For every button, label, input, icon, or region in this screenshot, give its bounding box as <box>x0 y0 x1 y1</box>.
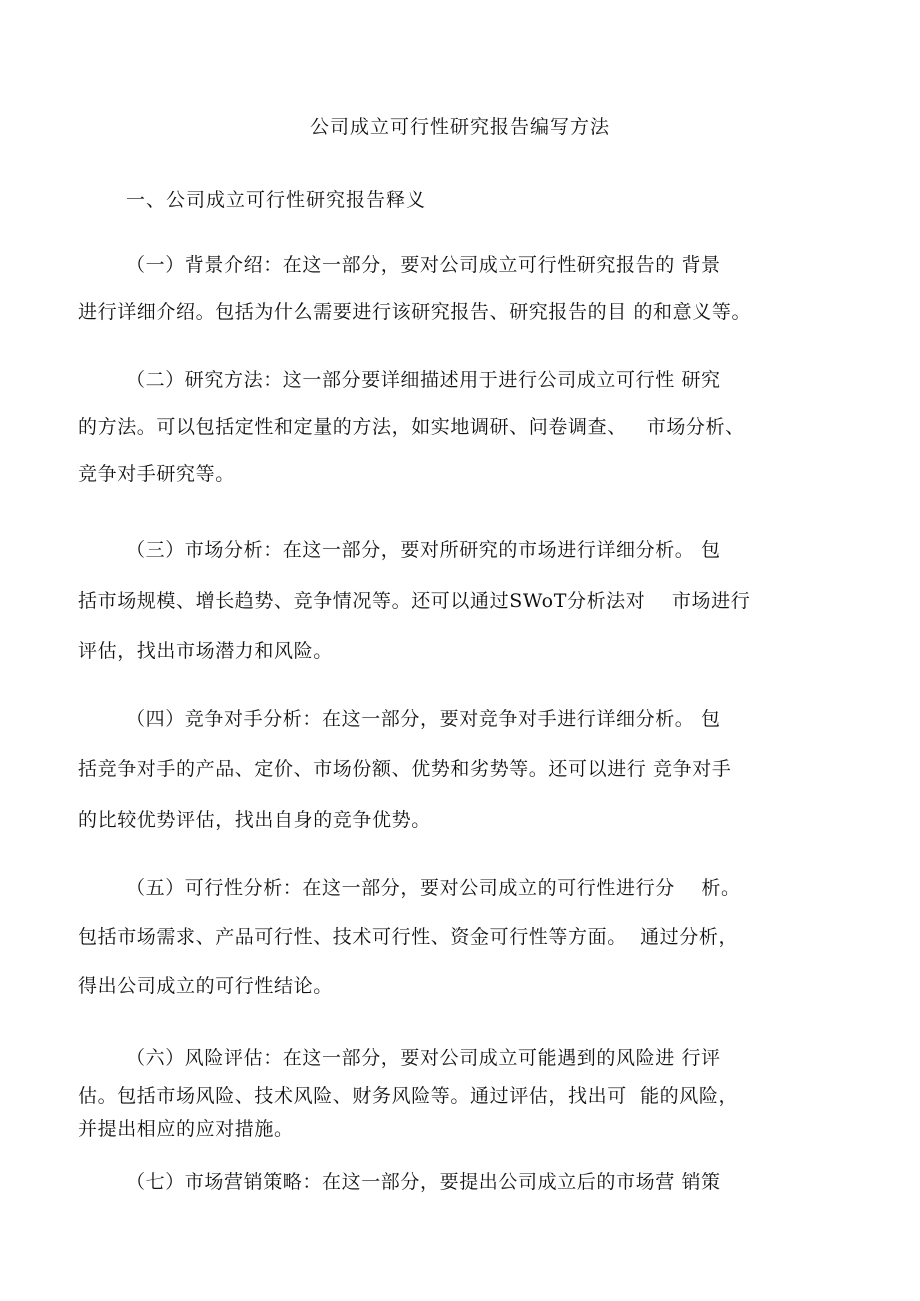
paragraph-5-line-1: （五）可行性分析：在这一部分，要对公司成立的可行性进行分 析。 <box>126 877 741 899</box>
paragraph-3-line-1: （三）市场分析：在这一部分，要对所研究的市场进行详细分析。 包 <box>126 539 721 561</box>
paragraph-1-line-2: 进行详细介绍。包括为什么需要进行该研究报告、研究报告的目 的和意义等。 <box>78 301 752 323</box>
paragraph-2-line-3: 竞争对手研究等。 <box>78 463 235 485</box>
section-heading: 一、公司成立可行性研究报告释义 <box>126 189 427 211</box>
paragraph-5-line-3: 得出公司成立的可行性结论。 <box>78 975 333 997</box>
paragraph-2-line-2: 的方法。可以包括定性和定量的方法，如实地调研、问卷调查、 市场分析、 <box>78 416 745 438</box>
paragraph-4-line-3: 的比较优势评估，找出自身的竞争优势。 <box>78 809 431 831</box>
paragraph-4-line-2: 括竞争对手的产品、定价、市场份额、优势和劣势等。还可以进行 竞争对手 <box>78 758 732 780</box>
document-title: 公司成立可行性研究报告编写方法 <box>309 116 610 138</box>
paragraph-7-line-1: （七）市场营销策略：在这一部分，要提出公司成立后的市场营 销策 <box>126 1171 721 1193</box>
paragraph-1-line-1: （一）背景介绍：在这一部分，要对公司成立可行性研究报告的 背景 <box>126 254 721 276</box>
paragraph-4-line-1: （四）竞争对手分析：在这一部分，要对竞争对手进行详细分析。 包 <box>126 708 721 730</box>
paragraph-6-line-1: （六）风险评估：在这一部分，要对公司成立可能遇到的风险进 行评 <box>126 1047 721 1069</box>
paragraph-3-line-2: 括市场规模、增长趋势、竞争情况等。还可以通过SWoT分析法对 市场进行 <box>78 590 751 612</box>
paragraph-6-line-3: 并提出相应的应对措施。 <box>78 1118 294 1140</box>
paragraph-5-line-2: 包括市场需求、产品可行性、技术可行性、资金可行性等方面。 通过分析， <box>78 926 739 948</box>
paragraph-3-line-3: 评估，找出市场潜力和风险。 <box>78 640 333 662</box>
paragraph-2-line-1: （二）研究方法：这一部分要详细描述用于进行公司成立可行性 研究 <box>126 369 721 391</box>
paragraph-6-line-2: 估。包括市场风险、技术风险、财务风险等。通过评估，找出可 能的风险， <box>78 1085 739 1107</box>
